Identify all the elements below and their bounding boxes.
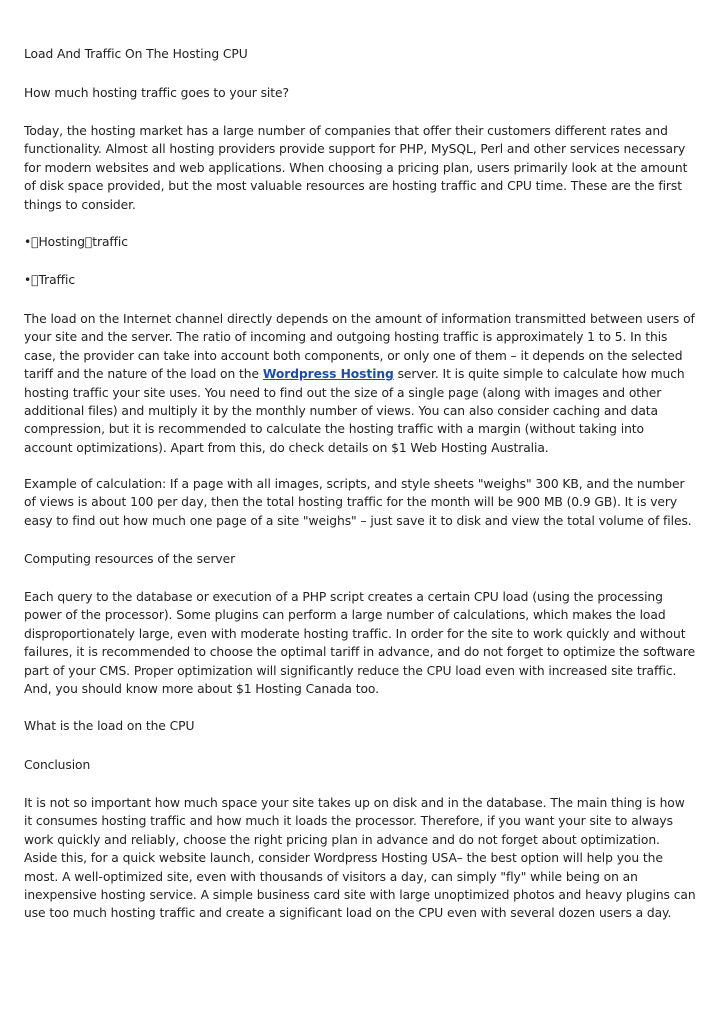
- cpu-load-heading: What is the load on the CPU: [24, 719, 195, 733]
- conclusion-paragraph: It is not so important how much space your site takes up on disk and in the database. The main thing is how it consumes hosting traffic and how much it loads the processor. Therefore, if you want your site to always work quickly and reliably, choose the right pricing plan in advance and do not forget about optimization. Aside this, for a quick website launch, consider Wordpress Hosting USA– the best option will help you the most. A well-optimized site, even with thousands of visitors a day, can simply "fly" while being on an inexpensive hosting service. A simple business card site with large unoptimized photos and heavy plugins can use too much hosting traffic and create a significant load on the CPU even with several dozen users a day.: [24, 796, 696, 921]
- wordpress-hosting-link[interactable]: Wordpress Hosting: [262, 367, 394, 382]
- load-paragraph-text-start: The load on the Internet channel directly depends on the amount of information transmitted between users of your site and the server. The ratio of incoming and outgoing hosting traffic is approximately 1 to 5. In this case, the provider can take into account both components, or only one of them – it depends on the selected tariff and the nature of the load on the: [24, 312, 695, 382]
- computing-paragraph: Each query to the database or execution of a PHP script creates a certain CPU load (using the processing power of the processor). Some plugins can perform a large number of calculations, which makes the load disproportionately large, even with moderate hosting traffic. In order for the site to work quickly and without failures, it is recommended to choose the optimal tariff in advance, and do not forget to optimize the software part of your CMS. Proper optimization will significantly reduce the CPU load even with increased site traffic. And, you should know more about $1 Hosting Canada too.: [24, 590, 696, 697]
- document-title: Load And Traffic On The Hosting CPU: [24, 47, 248, 61]
- conclusion-heading: Conclusion: [24, 758, 91, 772]
- load-paragraph: [24, 310, 696, 457]
- intro-paragraph: Today, the hosting market has a large number of companies that offer their customers different rates and functionality. Almost all hosting providers provide support for PHP, MySQL, Perl and other services necessary for modern websites and web applications. When choosing a pricing plan, users primarily look at the amount of disk space provided, but the most valuable resources are hosting traffic and CPU time. These are the first things to consider.: [24, 124, 688, 212]
- bullet-item-hosting-traffic: • Hosting traffic: [24, 235, 128, 249]
- bullet-item-traffic: • Traffic: [24, 273, 76, 287]
- example-paragraph: Example of calculation: If a page with all images, scripts, and style sheets "weighs" 300 KB, and the number of views is about 100 per day, then the total hosting traffic for the month will be 900 MB (0.9 GB). It is very easy to find out how much one page of a site "weighs" – just save it to disk and view the total volume of files.: [24, 477, 692, 528]
- question-heading: How much hosting traffic goes to your site?: [24, 86, 289, 100]
- load-paragraph-text-end: server. It is quite simple to calculate how much hosting traffic your site uses. You need to find out the size of a single page (along with images and other additional files) and multiply it by the monthly number of views. You can also consider caching and data compression, but it is recommended to calculate the hosting traffic with a margin (without taking into account optimizations). Apart from this, do check details on $1 Web Hosting Australia.: [24, 367, 685, 455]
- computing-resources-heading: Computing resources of the server: [24, 552, 236, 566]
